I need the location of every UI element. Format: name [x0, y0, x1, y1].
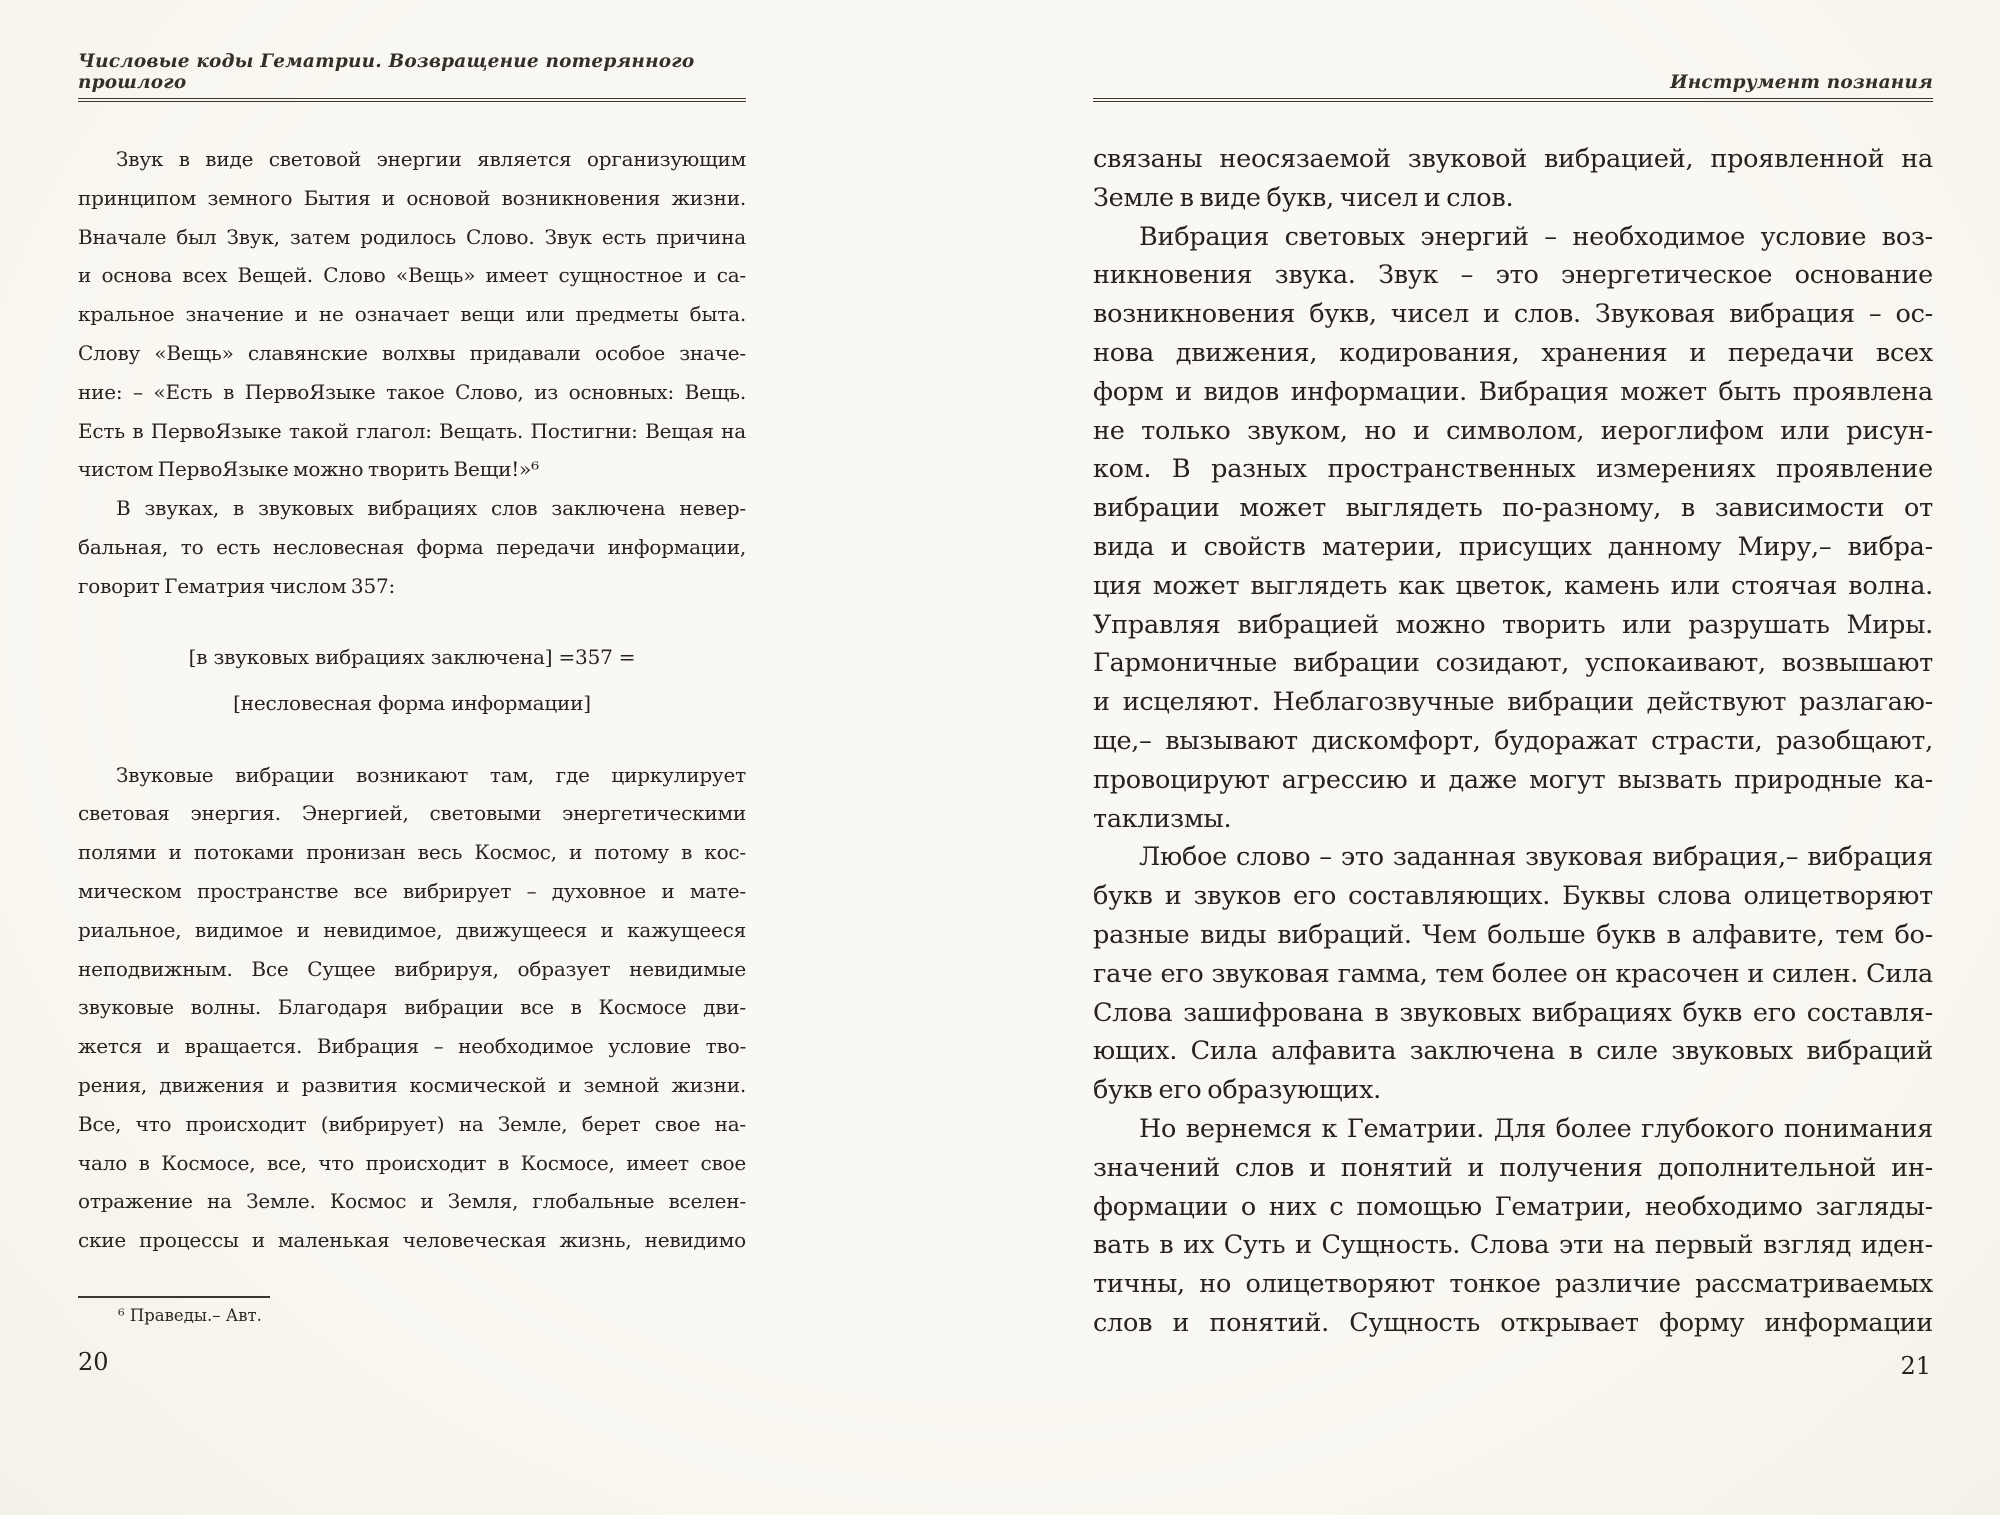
text-line: риальное, видимое и невидимое, движущееся и кажущееся	[78, 917, 746, 942]
text-line: разные виды вибраций. Чем больше букв в алфавите, тем бо-	[1093, 919, 1933, 950]
text-line: никновения звука. Звук – это энергетическое основание	[1093, 260, 1933, 291]
formula-block	[78, 634, 746, 726]
text-line: Звук в виде световой энергии является организующим	[116, 147, 746, 171]
page-number-right: 21	[1900, 1352, 1931, 1380]
formula-line: [в звуковых вибрациях заключена] =357 =	[188, 644, 636, 669]
formula-line: [несловесная форма информации]	[233, 690, 591, 715]
running-header-right	[1093, 62, 1933, 102]
text-line: тичны, но олицетворяют тонкое различие рассматриваемых	[1093, 1269, 1933, 1300]
text-line: не только звуком, но и символом, иероглифом или рисун-	[1093, 415, 1933, 446]
text-line: чистом ПервоЯзыке можно творить Вещи!»⁶	[78, 457, 539, 482]
text-line: таклизмы.	[1093, 803, 1232, 834]
page-number-left: 20	[78, 1348, 109, 1376]
text-line: принципом земного Бытия и основой возникновения жизни.	[78, 185, 746, 210]
text-line: Гармоничные вибрации созидают, успокаивают, возвышают	[1093, 648, 1933, 679]
text-line: кральное значение и не означает вещи или предметы быта.	[78, 302, 746, 327]
page-right	[1093, 0, 1933, 1515]
text-line: Земле в виде букв, чисел и слов.	[1093, 182, 1514, 213]
text-line: вибрации может выглядеть по-разному, в зависимости от	[1093, 493, 1933, 524]
text-line: Управляя вибрацией можно творить или разрушать Миры.	[1093, 609, 1933, 640]
text-line: мическом пространстве все вибрирует – духовное и мате-	[78, 878, 746, 903]
text-line: звуковые волны. Благодаря вибрации все в Космосе дви-	[78, 995, 746, 1020]
text-line: форм и видов информации. Вибрация может быть проявлена	[1093, 376, 1933, 407]
text-line: В звуках, в звуковых вибрациях слов заключена невер-	[116, 496, 746, 521]
page-body-right	[1093, 140, 1933, 1343]
text-line: Слову «Вещь» славянские волхвы придавали особое значе-	[78, 340, 746, 365]
text-line: жется и вращается. Вибрация – необходимое условие тво-	[78, 1034, 746, 1059]
text-line: бальная, то есть несловесная форма передачи информации,	[78, 534, 746, 559]
text-line: световая энергия. Энергией, световыми энергетическими	[78, 801, 746, 826]
text-line: вать в их Суть и Сущность. Слова эти на первый взгляд иден-	[1093, 1230, 1933, 1261]
text-line: ние: – «Есть в ПервоЯзыке такое Слово, из основных: Вещь.	[78, 379, 746, 404]
text-line: провоцируют агрессию и даже могут вызвать природные ка-	[1093, 764, 1933, 795]
footnote-text: ⁶ Праведы.– Авт.	[118, 1306, 262, 1325]
text-line: значений слов и понятий и получения дополнительной ин-	[1093, 1152, 1933, 1183]
text-line: отражение на Земле. Космос и Земля, глобальные вселен-	[78, 1189, 746, 1214]
text-line: нова движения, кодирования, хранения и передачи всех	[1093, 337, 1933, 368]
text-line: и основа всех Вещей. Слово «Вещь» имеет сущностное и са-	[78, 263, 746, 288]
text-line: Вибрация световых энергий – необходимое условие воз-	[1139, 221, 1933, 252]
text-line: ком. В разных пространственных измерениях проявление	[1093, 454, 1933, 485]
text-line: возникновения букв, чисел и слов. Звуковая вибрация – ос-	[1093, 299, 1933, 330]
page-left	[78, 0, 746, 1515]
text-line: Любое слово – это заданная звуковая вибрация,– вибрация	[1139, 842, 1933, 873]
text-line: говорит Гематрия числом 357:	[78, 573, 396, 598]
text-line: полями и потоками пронизан весь Космос, и потому в кос-	[78, 840, 746, 865]
text-line: чало в Космосе, все, что происходит в Космосе, имеет свое	[78, 1150, 746, 1175]
text-line: неподвижным. Все Сущее вибрируя, образует невидимые	[78, 956, 746, 981]
text-line: формации о них с помощью Гематрии, необходимо загляды-	[1093, 1191, 1933, 1222]
text-line: Звуковые вибрации возникают там, где циркулирует	[116, 762, 746, 787]
running-header-right-text: Инструмент познания	[1670, 72, 1933, 93]
text-line: вида и свойств материи, присущих данному Миру,– вибра-	[1093, 531, 1933, 562]
text-line: и исцеляют. Неблагозвучные вибрации действуют разлагаю-	[1093, 687, 1933, 718]
text-line: Есть в ПервоЯзыке такой глагол: Вещать. Постигни: Вещая на	[78, 418, 746, 443]
text-line: Но вернемся к Гематрии. Для более глубокого понимания	[1139, 1113, 1933, 1144]
text-line: ские процессы и маленькая человеческая жизнь, невидимо	[78, 1228, 746, 1253]
text-line: ция может выглядеть как цветок, камень или стоячая волна.	[1093, 570, 1933, 601]
running-header-left	[78, 51, 746, 102]
text-line: букв его образующих.	[1093, 1075, 1382, 1106]
text-line: рения, движения и развития космической и земной жизни.	[78, 1072, 746, 1097]
text-line: Все, что происходит (вибрирует) на Земле, берет свое на-	[78, 1111, 746, 1136]
text-line: ще,– вызывают дискомфорт, будоражат страсти, разобщают,	[1093, 725, 1933, 756]
footnote-block	[78, 1296, 746, 1325]
text-line: Вначале был Звук, затем родилось Слово. Звук есть причина	[78, 224, 746, 249]
text-line: гаче его звуковая гамма, тем более он красочен и силен. Сила	[1093, 958, 1933, 989]
text-line: букв и звуков его составляющих. Буквы слова олицетворяют	[1093, 881, 1933, 912]
text-line: связаны неосязаемой звуковой вибрацией, проявленной на	[1093, 144, 1933, 174]
text-line: ющих. Сила алфавита заключена в силе звуковых вибраций	[1093, 1036, 1933, 1067]
text-line: Слова зашифрована в звуковых вибрациях букв его составля-	[1093, 997, 1933, 1028]
running-header-left-text: Числовые коды Гематрии. Возвращение потерянного прошлого	[78, 51, 695, 93]
text-line: слов и понятий. Сущность открывает форму информации	[1093, 1307, 1933, 1338]
page-body-left	[78, 140, 746, 1260]
